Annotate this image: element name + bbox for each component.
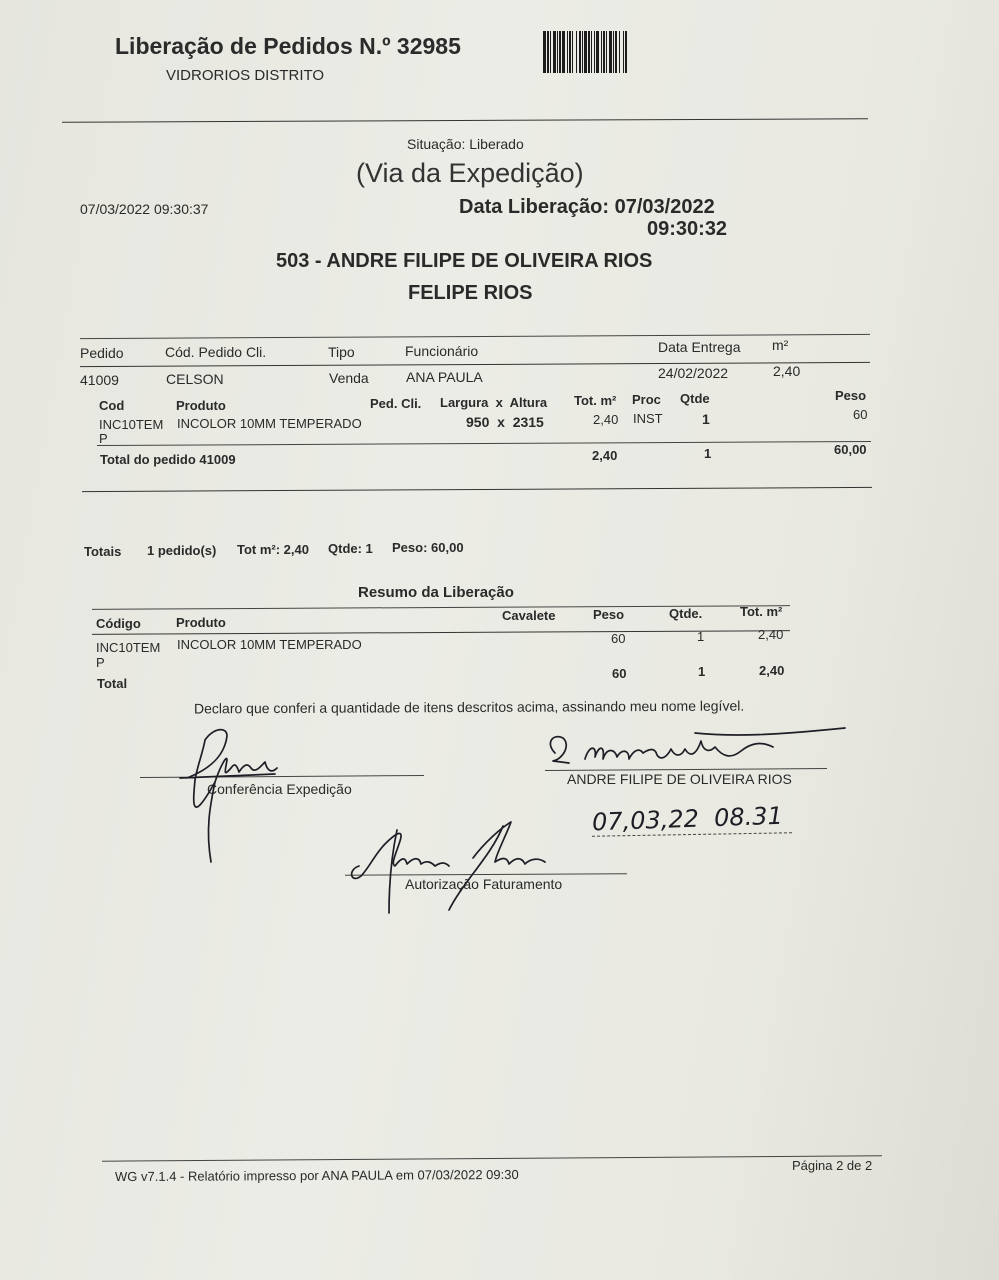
barcode-bar [553,31,556,73]
item-tot-m2: 2,40 [593,412,619,427]
barcode-bar [591,31,592,73]
col-header-data-entrega: Data Entrega [658,339,741,355]
order-total-label: Total do pedido 41009 [100,452,236,467]
col-header-cod-pedido-cli: Cód. Pedido Cli. [165,344,267,360]
table-top-rule [80,334,870,339]
item-produto: INCOLOR 10MM TEMPERADO [177,416,362,431]
release-date: Data Liberação: 07/03/2022 [459,196,715,218]
totals-label: Totais [84,544,122,559]
item-header-largura-altura: Largura x Altura [440,395,548,410]
barcode-bar [615,31,617,73]
item-dimensions: 950 x 2315 [466,414,544,430]
conferencia-signature [175,722,285,867]
order-m2: 2,40 [773,363,801,379]
item-header-cod: Cod [99,398,125,413]
order-total-peso: 60,00 [834,442,867,457]
barcode-bar [596,31,599,73]
resumo-total-tot-m2: 2,40 [759,663,785,678]
barcode-bar [623,31,624,73]
barcode-bar [594,31,595,73]
item-proc: INST [633,411,663,426]
via-label: (Via da Expedição) [356,158,584,188]
item-header-peso: Peso [835,388,867,403]
resumo-produto: INCOLOR 10MM TEMPERADO [177,637,362,652]
order-tipo: Venda [329,370,369,386]
printed-datetime: 07/03/2022 09:30:37 [80,201,209,217]
document-title: Liberação de Pedidos N.º 32985 [115,33,461,59]
totals-pedidos: 1 pedido(s) [147,543,217,558]
resumo-header-cavalete: Cavalete [502,608,556,623]
resumo-qtde: 1 [697,629,705,644]
client-signature-name: ANDRE FILIPE DE OLIVEIRA RIOS [567,771,792,787]
company-name: VIDRORIOS DISTRITO [166,67,325,84]
barcode-bar [619,31,620,73]
resumo-header-rule [92,630,790,635]
barcode-bar [576,31,577,73]
barcode-bar [562,31,565,73]
barcode [543,31,683,73]
resumo-header-tot-m2: Tot. m² [740,604,783,619]
barcode-bar [582,31,583,73]
totals-tot-m2: Tot m²: 2,40 [237,542,309,557]
item-total-rule [97,441,871,446]
conferencia-label: Conferência Expedição [207,781,352,797]
barcode-bar [606,31,607,73]
barcode-bar [557,31,558,73]
client-signature [545,723,875,773]
autorizacao-label: Autorização Faturamento [405,876,563,892]
order-cod-pedido-cli: CELSON [166,371,224,387]
order-total-m2: 2,40 [592,448,618,463]
item-header-tot-m2: Tot. m² [574,393,617,408]
col-header-tipo: Tipo [328,344,355,360]
order-pedido: 41009 [80,372,119,388]
barcode-bar [625,31,627,73]
barcode-bar [572,31,573,73]
barcode-bar [543,31,546,73]
client-nickname: FELIPE RIOS [408,282,533,304]
item-header-qtde: Qtde [680,391,710,406]
client-name: 503 - ANDRE FILIPE DE OLIVEIRA RIOS [276,250,653,272]
item-header-produto: Produto [176,398,226,413]
resumo-header-qtde: Qtde. [669,606,703,621]
barcode-bar [601,31,602,73]
resumo-header-peso: Peso [593,607,625,622]
item-header-ped-cli: Ped. Cli. [370,396,422,411]
resumo-total-label: Total [97,676,128,691]
resumo-tot-m2: 2,40 [758,627,784,642]
barcode-bar [584,31,587,73]
autorizacao-signature [345,818,563,928]
barcode-bar [567,31,568,73]
totals-peso: Peso: 60,00 [392,540,464,555]
item-header-proc: Proc [632,392,661,407]
resumo-total-peso: 60 [612,666,627,681]
item-qtde: 1 [702,411,710,427]
totals-qtde: Qtde: 1 [328,541,373,556]
header-divider [62,118,868,123]
barcode-bar [613,31,614,73]
resumo-header-produto: Produto [176,615,226,630]
resumo-total-qtde: 1 [698,664,706,679]
col-header-pedido: Pedido [80,345,124,361]
declaration-text: Declaro que conferi a quantidade de itens descritos acima, assinando meu nome legível. [193,697,745,717]
footer-rule [102,1155,882,1161]
item-peso: 60 [853,407,868,422]
barcode-bar [559,31,561,73]
table-bottom-rule [82,487,872,492]
order-funcionario: ANA PAULA [406,369,483,385]
footer-page-number: Página 2 de 2 [792,1158,873,1173]
item-cod: INC10TEM [99,417,164,432]
footer-printed-by: WG v7.1.4 - Relatório impresso por ANA PAULA em 07/03/2022 09:30 [114,1166,519,1185]
resumo-peso: 60 [611,631,626,646]
col-header-funcionario: Funcionário [405,343,479,359]
barcode-bar [569,31,571,73]
resumo-title: Resumo da Liberação [358,584,514,601]
order-total-qtde: 1 [704,446,712,461]
barcode-bar [579,31,581,73]
order-data-entrega: 24/02/2022 [658,365,729,381]
barcode-bar [547,31,549,73]
barcode-bar [603,31,605,73]
barcode-bar [609,31,612,73]
barcode-bar [550,31,551,73]
col-header-m2: m² [772,337,789,353]
handwritten-date: 07,03,22 08.31 [591,801,784,837]
status-text: Situação: Liberado [407,136,524,152]
resumo-header-codigo: Código [96,616,141,631]
resumo-codigo-wrap: P [96,655,105,670]
resumo-codigo: INC10TEM [96,640,161,655]
barcode-bar [588,31,590,73]
item-cod-wrap: P [99,431,108,446]
header-rule [80,362,870,367]
release-time: 09:30:32 [647,218,728,240]
